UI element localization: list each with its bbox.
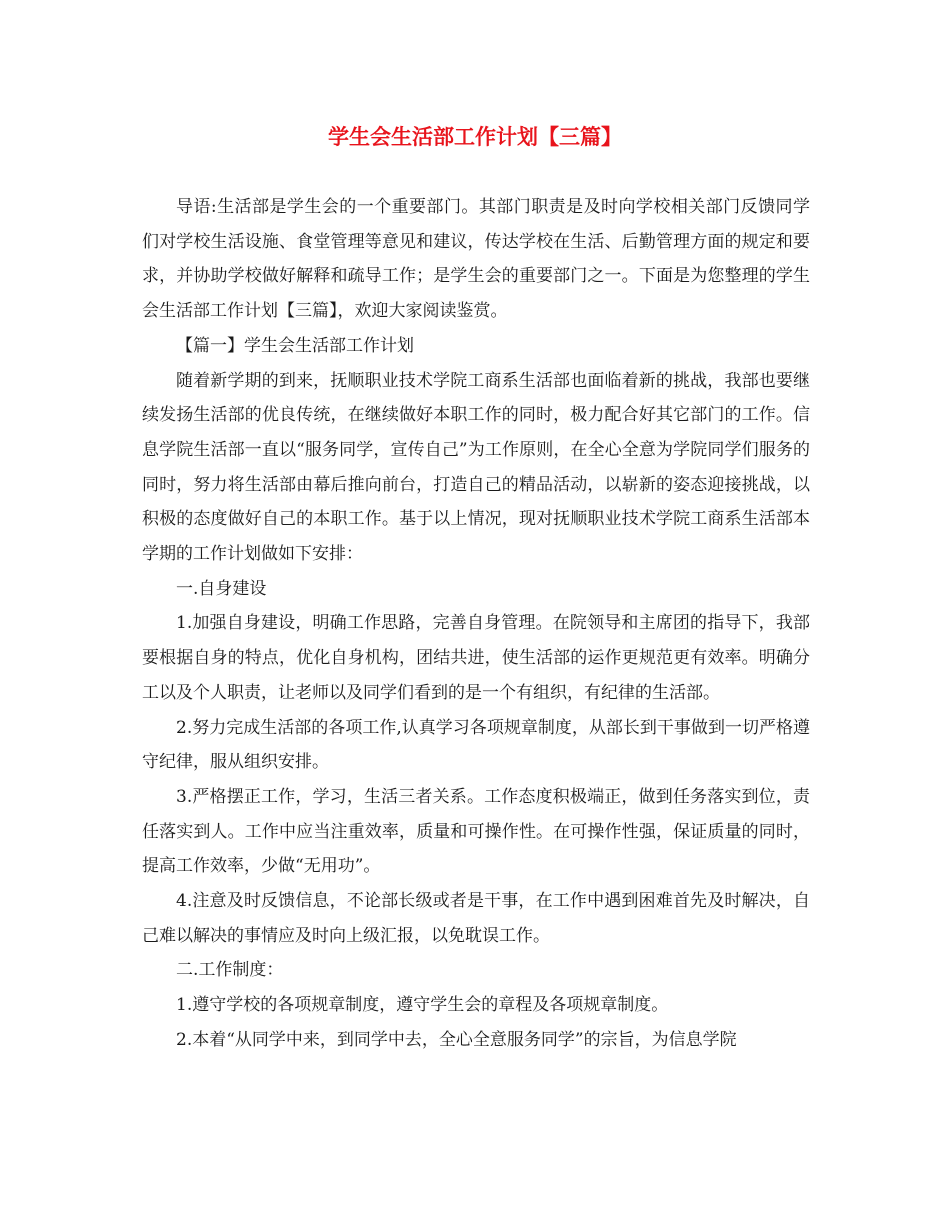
section-heading: 二.工作制度： xyxy=(176,960,284,981)
paragraph: 随着新学期的到来，抚顺职业技术学院工商系生活部也面临着新的挑战，我部也要继续发扬生活部的优良传统，在继续做好本职工作的同时，极力配合好其它部门的工作。信息学院生活部一直以“服务同学，宣传自己”为工作原则，在全心全意为学院同学们服务的同时，努力将生活部由幕后推向前台，打造自己的精品活动，以崭新的姿态迎接挑战，以积极的态度做好自己的本职工作。基于以上情况，现对抚顺职业技术学院工商系生活部本学期的工作计划做如下安排： xyxy=(142,370,810,565)
document-body xyxy=(142,190,810,1058)
list-item: 1.遵守学校的各项规章制度，遵守学生会的章程及各项规章制度。 xyxy=(176,995,669,1016)
paragraph-intro: 导语:生活部是学生会的一个重要部门。其部门职责是及时向学校相关部门反馈同学们对学校生活设施、食堂管理等意见和建议，传达学校在生活、后勤管理方面的规定和要求，并协助学校做好解释和疏导工作；是学生会的重要部门之一。下面是为您整理的学生会生活部工作计划【三篇】，欢迎大家阅读鉴赏。 xyxy=(142,197,810,322)
list-item: 1.加强自身建设，明确工作思路，完善自身管理。在院领导和主席团的指导下，我部要根据自身的特点，优化自身机构，团结共进，使生活部的运作更规范更有效率。明确分工以及个人职责，让老师以及同学们看到的是一个有组织，有纪律的生活部。 xyxy=(142,613,810,703)
list-item: 2.努力完成生活部的各项工作,认真学习各项规章制度，从部长到干事做到一切严格遵守纪律，服从组织安排。 xyxy=(142,717,810,773)
list-item: 3.严格摆正工作，学习，生活三者关系。工作态度积极端正，做到任务落实到位，责任落实到人。工作中应当注重效率，质量和可操作性。在可操作性强，保证质量的同时，提高工作效率，少做“无用功”。 xyxy=(142,786,810,877)
list-item: 2.本着“从同学中来，到同学中去，全心全意服务同学”的宗旨，为信息学院 xyxy=(176,1029,737,1050)
document-title: 学生会生活部工作计划【三篇】 xyxy=(328,124,622,149)
list-item: 4.注意及时反馈信息，不论部长级或者是干事，在工作中遇到困难首先及时解决，自己难以解决的事情应及时向上级汇报，以免耽误工作。 xyxy=(142,891,810,946)
section-heading-part-one: 【篇一】学生会生活部工作计划 xyxy=(176,335,414,356)
section-heading: 一.自身建设 xyxy=(176,578,267,599)
